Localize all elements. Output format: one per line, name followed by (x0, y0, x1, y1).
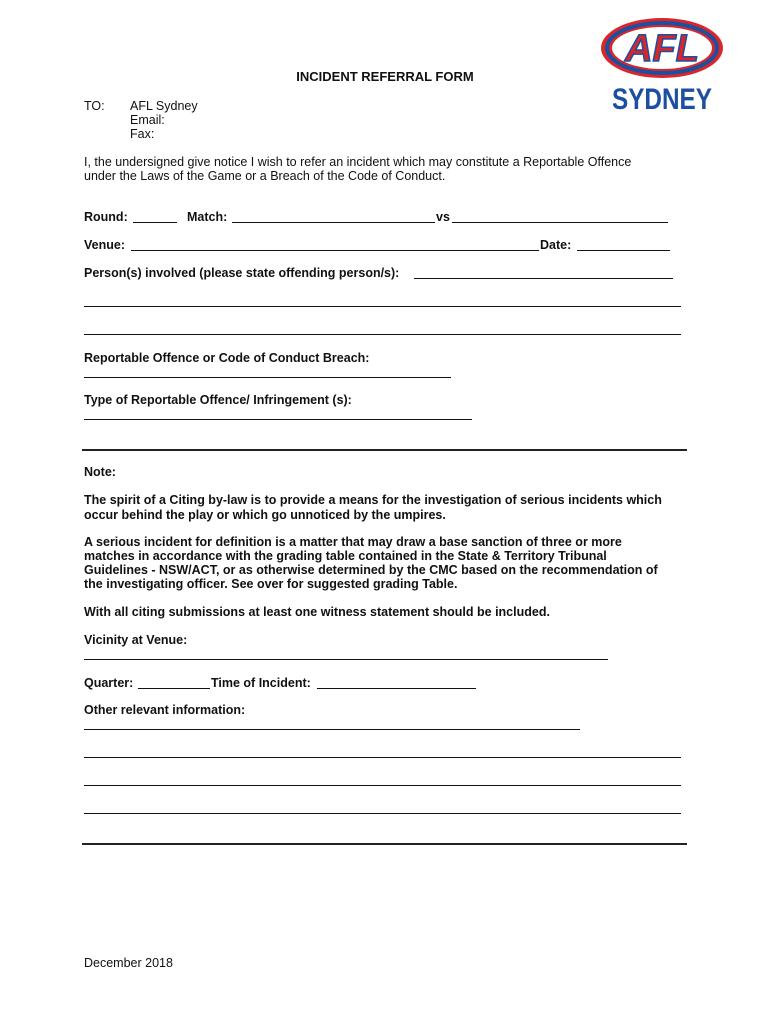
match-label: Match: (187, 210, 228, 224)
intro-line-1: I, the undersigned give notice I wish to refer an incident which may constitute a Reportable Offence (84, 155, 632, 169)
venue-field[interactable] (131, 238, 539, 256)
date-field[interactable] (577, 238, 670, 256)
vs-field[interactable] (452, 210, 668, 228)
venue-label: Venue: (84, 238, 125, 252)
persons-line-3[interactable] (84, 322, 681, 340)
date-label: Date: (540, 238, 572, 252)
round-label: Round: (84, 210, 128, 224)
note-para1-line1: The spirit of a Citing by-law is to provide a means for the investigation of serious incidents which (84, 493, 662, 507)
vicinity-label: Vicinity at Venue: (84, 633, 188, 647)
persons-field[interactable] (414, 266, 673, 284)
time-field[interactable] (317, 676, 476, 694)
to-label-text: TO: (84, 99, 105, 113)
other-info-line-3[interactable] (84, 773, 681, 791)
section-divider-bottom (82, 843, 687, 845)
to-email-label: Email: (130, 113, 165, 127)
logo-sydney-text: SYDNEY (612, 83, 712, 114)
intro-line-2: under the Laws of the Game or a Breach of the Code of Conduct. (84, 169, 446, 183)
other-info-line-2[interactable] (84, 745, 681, 763)
to-fax-label: Fax: (130, 127, 155, 141)
form-title: INCIDENT REFERRAL FORM (296, 69, 474, 84)
note-para1-line2: occur behind the play or which go unnoticed by the umpires. (84, 508, 446, 522)
breach-field[interactable] (84, 365, 451, 383)
section-divider-top (82, 449, 687, 451)
round-field[interactable] (133, 210, 177, 228)
note-para2-line3: Guidelines - NSW/ACT, or as otherwise determined by the CMC based on the recommendation of (84, 563, 658, 577)
persons-label: Person(s) involved (please state offending person/s): (84, 266, 400, 280)
other-info-line-1[interactable] (84, 717, 580, 735)
persons-line-2[interactable] (84, 294, 681, 312)
note-para3: With all citing submissions at least one witness statement should be included. (84, 605, 550, 619)
quarter-field[interactable] (138, 676, 210, 694)
to-recipient: AFL Sydney (130, 99, 198, 113)
other-info-line-4[interactable] (84, 801, 681, 819)
note-para2-line2: matches in accordance with the grading table contained in the State & Territory Tribunal (84, 549, 607, 563)
note-para2-line1: A serious incident for definition is a matter that may draw a base sanction of three or more (84, 535, 622, 549)
type-field[interactable] (84, 407, 472, 425)
breach-label: Reportable Offence or Code of Conduct Breach: (84, 351, 370, 365)
logo-afl-text: AFL (625, 28, 699, 70)
time-label: Time of Incident: (211, 676, 311, 690)
match-field[interactable] (232, 210, 435, 228)
vs-label: vs (436, 210, 450, 224)
note-heading: Note: (84, 465, 116, 479)
note-para2-line4: the investigating officer. See over for suggested grading Table. (84, 577, 458, 591)
afl-sydney-logo (598, 16, 726, 114)
type-label: Type of Reportable Offence/ Infringement (s): (84, 393, 352, 407)
quarter-label: Quarter: (84, 676, 134, 690)
other-info-label: Other relevant information: (84, 703, 246, 717)
footer-date: December 2018 (84, 956, 173, 970)
vicinity-field[interactable] (84, 647, 608, 665)
